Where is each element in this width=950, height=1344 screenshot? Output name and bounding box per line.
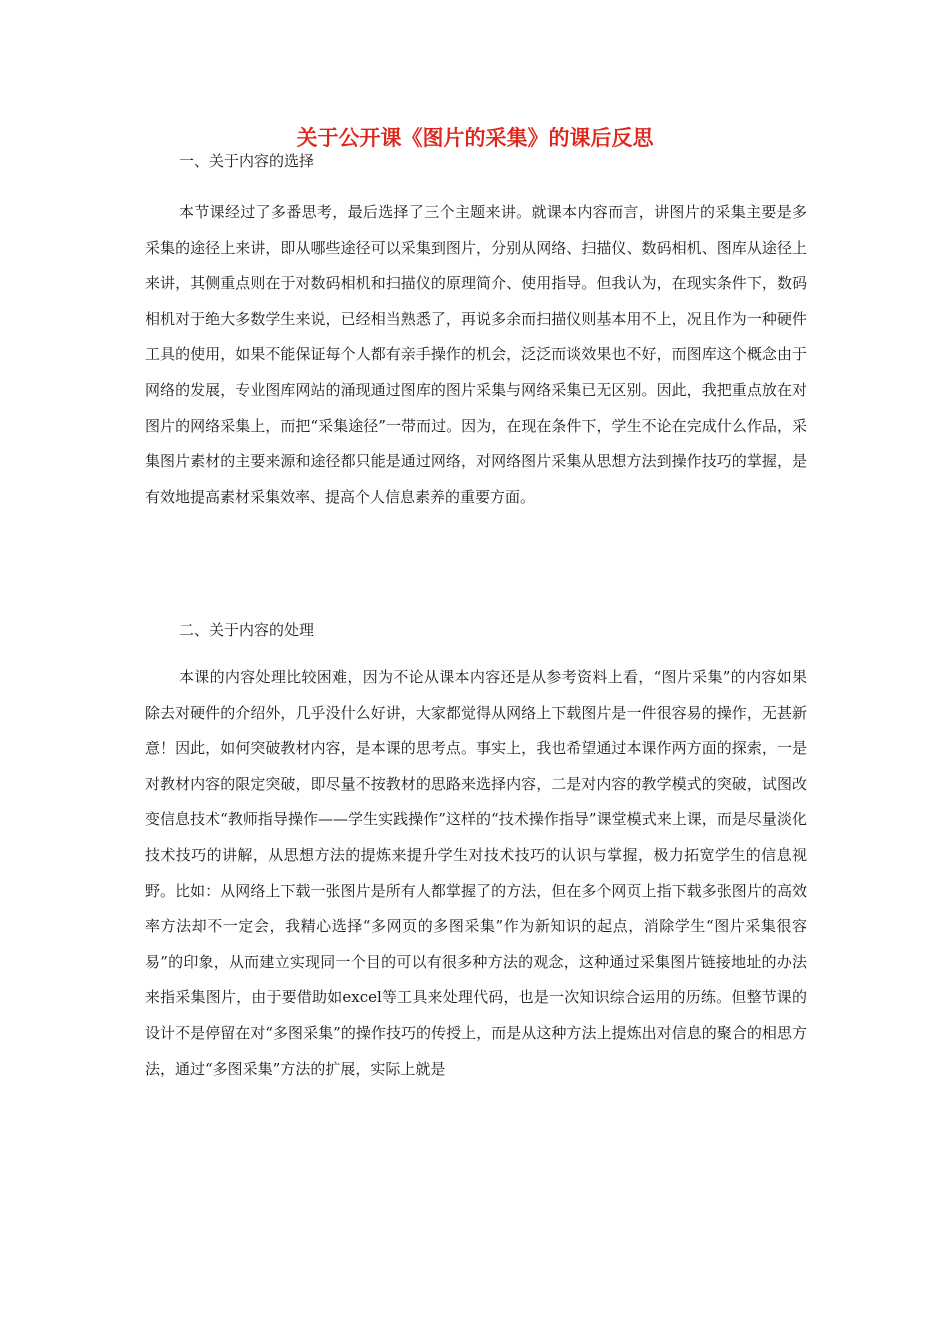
section-paragraph-1: 本节课经过了多番思考，最后选择了三个主题来讲。就课本内容而言，讲图片的采集主要是多采集的途径上来讲，即从哪些途径可以采集到图片，分别从网络、扫描仪、数码相机、图库从途径上来讲，其侧重点则在于对数码相机和扫描仪的原理简介、使用指导。但我认为，在现实条件下，数码相机对于绝大多数学生来说，已经相当熟悉了，再说多余而扫描仪则基本用不上，况且作为一种硬件工具的使用，如果不能保证每个人都有亲手操作的机会，泛泛而谈效果也不好，而图库这个概念由于网络的发展，专业图库网站的涌现通过图库的图片采集与网络采集已无区别。因此，我把重点放在对图片的网络采集上，而把“采集途径”一带而过。因为，在现在条件下，学生不论在完成什么作品，采集图片素材的主要来源和途径都只能是通过网络，对网络图片采集从思想方法到操作技巧的掌握，是有效地提高素材采集效率、提高个人信息素养的重要方面。 <box>145 203 807 506</box>
document-title: 关于公开课《图片的采集》的课后反思 <box>296 125 654 150</box>
section-heading-2: 二、关于内容的处理 <box>179 621 315 639</box>
section-paragraph-2: 本课的内容处理比较困难，因为不论从课本内容还是从参考资料上看，“图片采集”的内容如果除去对硬件的介绍外，几乎没什么好讲，大家都觉得从网络上下载图片是一件很容易的操作，无甚新意！因此，如何突破教材内容，是本课的思考点。事实上，我也希望通过本课作两方面的探索，一是对教材内容的限定突破，即尽量不按教材的思路来选择内容，二是对内容的教学模式的突破，试图改变信息技术“教师指导操作——学生实践操作”这样的“技术操作指导”课堂模式来上课，而是尽量淡化技术技巧的讲解，从思想方法的提炼来提升学生对技术技巧的认识与掌握，极力拓宽学生的信息视野。比如：从网络上下载一张图片是所有人都掌握了的方法，但在多个网页上指下载多张图片的高效率方法却不一定会，我精心选择“多网页的多图采集”作为新知识的起点，消除学生“图片采集很容易”的印象，从而建立实现同一个目的可以有很多种方法的观念，这种通过采集图片链接地址的办法来指采集图片，由于要借助如excel等工具来处理代码，也是一次知识综合运用的历练。但整节课的设计不是停留在对“多图采集”的操作技巧的传授上，而是从这种方法上提炼出对信息的聚合的相思方法，通过“多图采集”方法的扩展，实际上就是 <box>145 668 807 1078</box>
section-heading-1: 一、关于内容的选择 <box>179 152 315 170</box>
